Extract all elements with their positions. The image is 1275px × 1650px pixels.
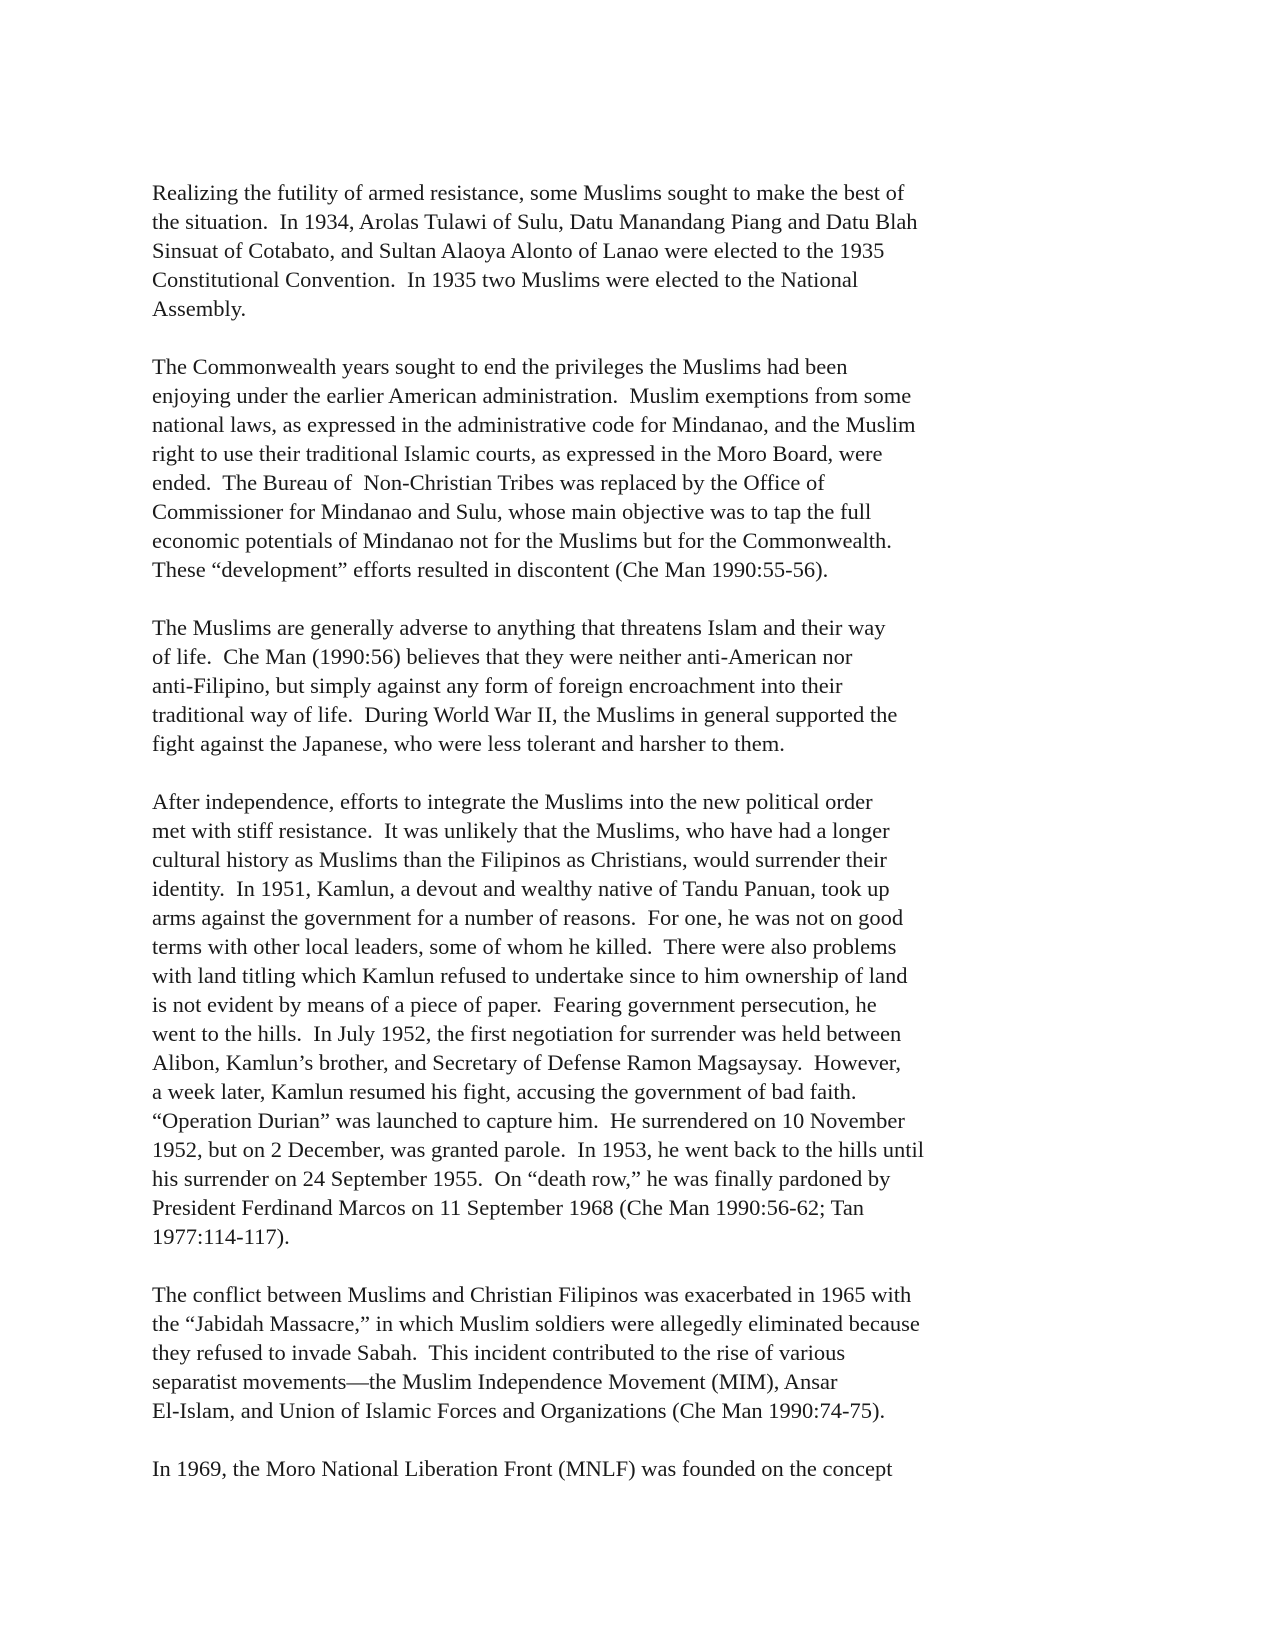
text-line: The Commonwealth years sought to end the privileges the Muslims had been [152,354,848,379]
text-line: The Muslims are generally adverse to anything that threatens Islam and their way [152,615,886,640]
text-line: separatist movements—the Muslim Independence Movement (MIM), Ansar [152,1369,838,1394]
text-line: These “development” efforts resulted in discontent (Che Man 1990:55-56). [152,557,829,582]
text-line: Sinsuat of Cotabato, and Sultan Alaoya Alonto of Lanao were elected to the 1935 [152,238,885,263]
text-line: enjoying under the earlier American administration. Muslim exemptions from some [152,383,912,408]
text-line: Alibon, Kamlun’s brother, and Secretary of Defense Ramon Magsaysay. However, [152,1050,902,1075]
text-line: In 1969, the Moro National Liberation Front (MNLF) was founded on the concept [152,1456,893,1481]
text-line: arms against the government for a number of reasons. For one, he was not on good [152,905,904,930]
text-line: the “Jabidah Massacre,” in which Muslim soldiers were allegedly eliminated because [152,1311,920,1336]
text-line: a week later, Kamlun resumed his fight, accusing the government of bad faith. [152,1079,857,1104]
text-line: anti-Filipino, but simply against any form of foreign encroachment into their [152,673,843,698]
paragraph-2 [152,352,1032,584]
text-line: they refused to invade Sabah. This incident contributed to the rise of various [152,1340,846,1365]
text-line: ended. The Bureau of Non-Christian Tribes was replaced by the Office of [152,470,825,495]
text-line: The conflict between Muslims and Christian Filipinos was exacerbated in 1965 with [152,1282,912,1307]
text-line: terms with other local leaders, some of whom he killed. There were also problems [152,934,897,959]
paragraph-4 [152,787,1032,1251]
text-line: traditional way of life. During World War II, the Muslims in general supported the [152,702,898,727]
text-line: of life. Che Man (1990:56) believes that they were neither anti-American nor [152,644,853,669]
text-line: El-Islam, and Union of Islamic Forces and Organizations (Che Man 1990:74-75). [152,1398,886,1423]
text-line: economic potentials of Mindanao not for the Muslims but for the Commonwealth. [152,528,892,553]
text-line: is not evident by means of a piece of paper. Fearing government persecution, he [152,992,877,1017]
text-line: fight against the Japanese, who were less tolerant and harsher to them. [152,731,785,756]
text-line: the situation. In 1934, Arolas Tulawi of Sulu, Datu Manandang Piang and Datu Blah [152,209,918,234]
text-line: Commissioner for Mindanao and Sulu, whose main objective was to tap the full [152,499,872,524]
text-line: Realizing the futility of armed resistance, some Muslims sought to make the best of [152,180,905,205]
text-line: with land titling which Kamlun refused to undertake since to him ownership of land [152,963,908,988]
paragraph-1 [152,178,1032,323]
body-text [152,178,1032,1512]
text-line: President Ferdinand Marcos on 11 September 1968 (Che Man 1990:56-62; Tan [152,1195,865,1220]
text-line: Assembly. [152,296,247,321]
text-line: cultural history as Muslims than the Filipinos as Christians, would surrender their [152,847,887,872]
paragraph-3 [152,613,1032,758]
text-line: his surrender on 24 September 1955. On “death row,” he was finally pardoned by [152,1166,891,1191]
text-line: national laws, as expressed in the administrative code for Mindanao, and the Muslim [152,412,916,437]
text-line: After independence, efforts to integrate the Muslims into the new political order [152,789,873,814]
text-line: 1977:114-117). [152,1224,290,1249]
text-line: identity. In 1951, Kamlun, a devout and wealthy native of Tandu Panuan, took up [152,876,890,901]
paragraph-6 [152,1454,1032,1483]
paragraph-5 [152,1280,1032,1425]
text-line: went to the hills. In July 1952, the first negotiation for surrender was held between [152,1021,902,1046]
text-line: “Operation Durian” was launched to capture him. He surrendered on 10 November [152,1108,905,1133]
text-line: 1952, but on 2 December, was granted parole. In 1953, he went back to the hills until [152,1137,925,1162]
text-line: Constitutional Convention. In 1935 two Muslims were elected to the National [152,267,859,292]
text-line: met with stiff resistance. It was unlikely that the Muslims, who have had a longer [152,818,890,843]
text-line: right to use their traditional Islamic courts, as expressed in the Moro Board, were [152,441,883,466]
